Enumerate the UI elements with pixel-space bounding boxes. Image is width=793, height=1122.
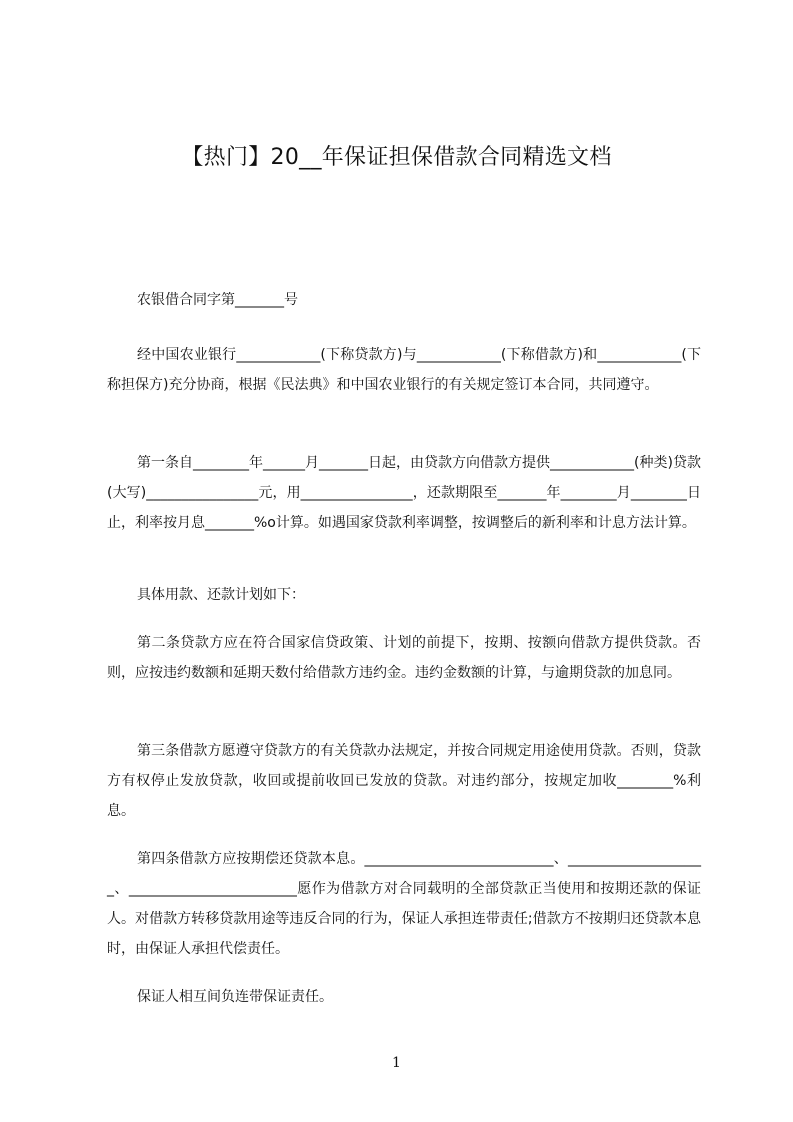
article-4-paragraph: 第四条借款方应按期偿还贷款本息。___________________________、____________________、________________________愿作为借款方对合同载明的全部贷款正当使用和按期还款的保证人。对借款方转移贷款用途等违反合同的行为，保证人承担连带责任;借款方不按期归还贷款本息时，由保证人承担代偿责任。 xyxy=(107,851,701,957)
loan-plan-paragraph: 具体用款、还款计划如下： xyxy=(137,587,305,603)
article-2-paragraph: 第二条贷款方应在符合国家信贷政策、计划的前提下，按期、按额向借款方提供贷款。否则，应按违约数额和延期天数付给借款方违约金。违约金数额的计算，与逾期贷款的加息同。 xyxy=(107,635,701,681)
contract-number-line: 农银借合同字第_______号 xyxy=(137,292,298,308)
page-number: 1 xyxy=(392,1055,401,1071)
article-3-paragraph: 第三条借款方愿遵守贷款方的有关贷款办法规定，并按合同规定用途使用贷款。否则，贷款方有权停止发放贷款，收回或提前收回已发放的贷款。对违约部分，按规定加收________%利息。 xyxy=(107,743,701,819)
article-1-paragraph: 第一条自________年______月_______日起，由贷款方向借款方提供____________(种类)贷款(大写)________________元，用________________，还款期限至_______年________月________日止，利率按月息_______%o计算。如遇国家贷款利率调整，按调整后的新利率和计息方法计算。 xyxy=(107,455,701,531)
preamble-paragraph: 经中国农业银行____________(下称贷款方)与____________(下称借款方)和____________(下称担保方)充分协商，根据《民法典》和中国农业银行的有关规定签订本合同，共同遵守。 xyxy=(107,347,701,393)
joint-guarantee-paragraph: 保证人相互间负连带保证责任。 xyxy=(137,989,333,1005)
document-title: 【热门】20__年保证担保借款合同精选文档 xyxy=(181,145,612,170)
